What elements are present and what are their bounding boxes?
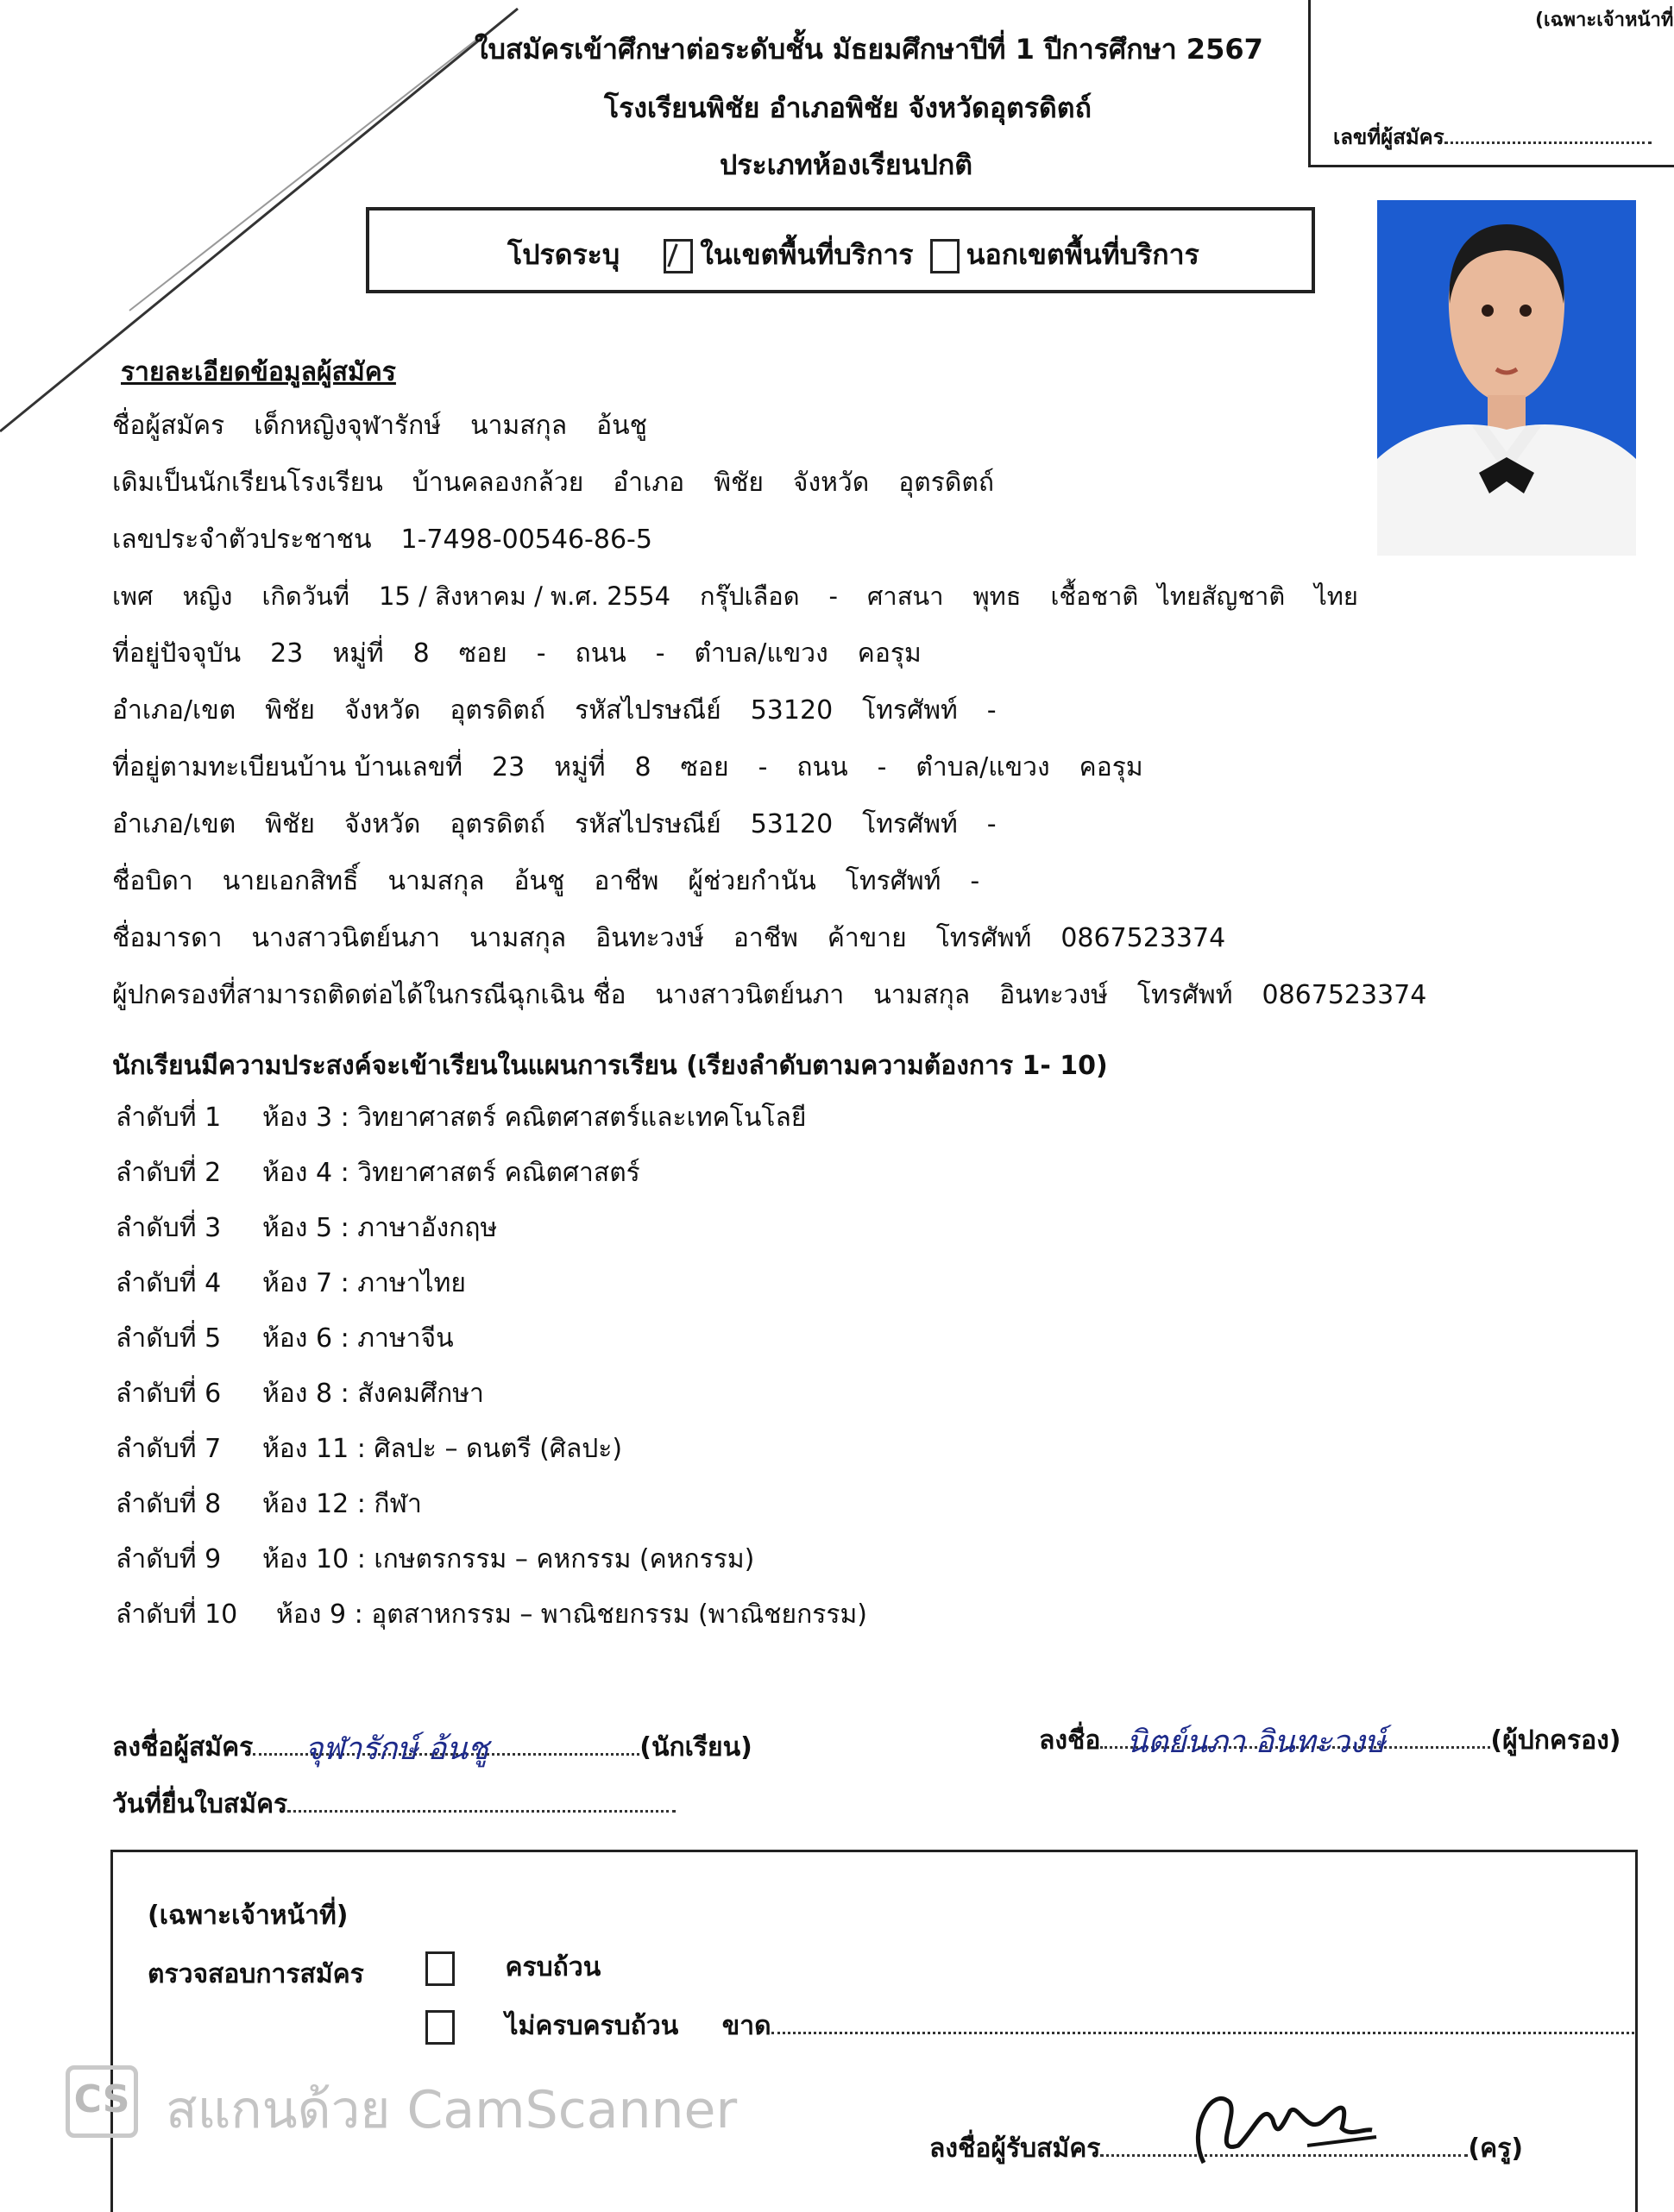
field-text: ไทย [1157,581,1201,611]
field-text: 0867523374 [1262,980,1427,1010]
applicant-no-field[interactable] [1333,120,1652,154]
zone-in-label: ในเขตพื้นที่บริการ [700,238,914,271]
field-text: - [828,581,838,611]
plan-room: ห้อง 12 : กีฬา [262,1489,422,1519]
plan-rank: ลำดับที่ 4 [116,1268,222,1298]
field-text: เชื้อชาติ [1050,581,1139,611]
field-text: 23 [492,752,525,782]
field-text: พิชัย [265,695,315,726]
plan-item [116,1208,526,1248]
office-title: (เฉพาะเจ้าหน้าที่) [148,1901,349,1931]
field-text: ชื่อบิดา [112,866,193,896]
applicant-signature-field[interactable] [112,1727,752,1768]
applicant-no-label: เลขที่ผู้สมัคร [1333,125,1444,149]
applicant-handwritten-signature: จุฬารักษ์ อ้นชู [305,1731,489,1767]
incomplete-option [418,2006,1634,2046]
citizen-id-row [112,519,682,560]
plan-title: นักเรียนมีความประสงค์จะเข้าเรียนในแผนการเรียน (เรียงลำดับตามความต้องการ 1- 10) [112,1051,1108,1081]
applicant-role: (นักเรียน) [639,1732,752,1763]
field-text: ชื่อผู้สมัคร [112,411,225,441]
field-text: เดิมเป็นนักเรียนโรงเรียน [112,468,383,498]
field-text: นายเอกสิทธิ์ [222,866,359,896]
plan-item [116,1153,670,1193]
plan-item [116,1263,495,1304]
incomplete-checkbox[interactable] [425,2010,455,2045]
applicant-portrait-image [1377,200,1636,556]
plan-room: ห้อง 11 : ศิลปะ – ดนตรี (ศิลปะ) [262,1434,623,1464]
plan-room: ห้อง 3 : วิทยาศาสตร์ คณิตศาสตร์และเทคโนโลยี [262,1103,807,1133]
plan-room: ห้อง 4 : วิทยาศาสตร์ คณิตศาสตร์ [262,1158,640,1188]
field-text: จังหวัด [792,468,870,498]
plan-rank: ลำดับที่ 9 [116,1544,222,1574]
field-text: ศาสนา [867,581,944,611]
field-text: ซอย [680,752,729,782]
receiver-role: (ครู) [1468,2133,1524,2164]
staff-corner-box [1308,0,1674,167]
field-text: นางสาวนิตย์นภา [251,923,441,953]
guardian-row [112,975,1456,1015]
submission-date-label: วันที่ยื่นใบสมัคร [112,1789,288,1819]
form-title-line1: ใบสมัครเข้าศึกษาต่อระดับชั้น มัธยมศึกษาปีที่ 1 ปีการศึกษา 2567 [475,33,1263,66]
plan-rank: ลำดับที่ 7 [116,1434,222,1464]
field-text: นามสกุล [873,980,971,1010]
zone-selection-box [366,207,1315,293]
zone-out-checkbox[interactable] [930,239,960,273]
plan-rank: ลำดับที่ 2 [116,1158,222,1188]
field-text: กรุ๊ปเลือด [700,581,800,611]
camscanner-watermark-text: สแกนด้วย CamScanner [166,2080,738,2140]
field-text: 53120 [750,809,834,839]
plan-item [116,1373,513,1414]
field-text: หมู่ที่ [332,638,384,669]
mother-row [112,918,1255,958]
field-text: นามสกุล [387,866,485,896]
field-text: เกิดวันที่ [261,581,349,611]
field-text: หมู่ที่ [554,752,606,782]
plan-room: ห้อง 7 : ภาษาไทย [262,1268,466,1298]
field-text: โทรศัพท์ [862,695,958,726]
plan-room: ห้อง 8 : สังคมศึกษา [262,1379,484,1409]
incomplete-label: ไม่ครบครบถ้วน [505,2011,679,2041]
field-text: ถนน [575,638,626,669]
zone-in-checkbox[interactable] [664,239,693,273]
plan-item [116,1539,784,1580]
plan-rank: ลำดับที่ 1 [116,1103,222,1133]
field-text: นามสกุล [470,411,568,441]
field-text: จังหวัด [343,695,421,726]
guardian-handwritten-signature: นิตย์นภา อินทะวงษ์ [1126,1725,1386,1760]
receiver-signature-field[interactable] [929,2128,1523,2169]
field-text: 1-7498-00546-86-5 [400,525,652,555]
field-text: หญิง [182,581,233,611]
field-text: 23 [270,638,304,669]
current-address-row [112,633,951,674]
field-text: พุทธ [972,581,1022,611]
plan-item [116,1097,835,1138]
field-text: ตำบล/แขวง [916,752,1050,782]
plan-room: ห้อง 9 : อุตสาหกรรม – พาณิชยกรรม (พาณิชยกรรม) [276,1599,867,1630]
guardian-role: (ผู้ปกครอง) [1490,1725,1621,1756]
plan-item [116,1429,651,1469]
field-text: - [986,809,997,839]
field-text: สัญชาติ [1200,581,1286,611]
plan-room: ห้อง 10 : เกษตรกรรม – คหกรรม (คหกรรม) [262,1544,755,1574]
field-text: อาชีพ [594,866,659,896]
field-text: รหัสไปรษณีย์ [575,809,721,839]
camscanner-logo: CS [66,2065,138,2138]
field-text: อินทะวงษ์ [595,923,704,953]
field-text: พิชัย [714,468,764,498]
plan-item [116,1318,483,1359]
field-text: ไทย [1314,581,1358,611]
field-text: เพศ [112,581,154,611]
missing-label: ขาด [721,2011,771,2041]
field-text: อำเภอ/เขต [112,809,236,839]
plan-item [116,1594,897,1635]
section-title: รายละเอียดข้อมูลผู้สมัคร [121,357,396,387]
previous-school-row [112,462,1023,503]
plan-rank: ลำดับที่ 6 [116,1379,222,1409]
field-text: ที่อยู่ปัจจุบัน [112,638,242,669]
field-text: อำเภอ/เขต [112,695,236,726]
plan-room: ห้อง 5 : ภาษาอังกฤษ [262,1213,498,1243]
field-text: เด็กหญิงจุฬารักษ์ [254,411,442,441]
guardian-signature-field[interactable] [1039,1720,1621,1761]
field-text: อุตรดิตถ์ [450,695,546,726]
registered-address-row [112,747,1173,788]
plan-room: ห้อง 6 : ภาษาจีน [262,1323,454,1354]
receiver-signature-label: ลงชื่อผู้รับสมัคร [929,2133,1101,2164]
field-text: อ้นชู [513,866,565,896]
field-text: เลขประจำตัวประชาชน [112,525,372,555]
field-text: นางสาวนิตย์นภา [655,980,845,1010]
zone-out-label: นอกเขตพื้นที่บริการ [966,238,1199,271]
check-application-label: ตรวจสอบการสมัคร [148,1959,364,1989]
field-text: โทรศัพท์ [1136,980,1233,1010]
field-text: - [655,638,665,669]
personal-info-row [112,576,1388,616]
staff-only-label: (เฉพาะเจ้าหน้าที่ [1535,9,1674,31]
field-text: - [877,752,887,782]
applicant-signature-label: ลงชื่อผู้สมัคร [112,1732,254,1763]
field-text: บ้านคลองกล้วย [412,468,584,498]
registered-address-district-row [112,804,1026,845]
plan-item [116,1484,451,1524]
field-text: อาชีพ [733,923,798,953]
field-text: - [986,695,997,726]
field-text: คอรุม [1079,752,1143,782]
field-text: 0867523374 [1060,923,1226,953]
missing-field[interactable] [771,2032,1634,2034]
applicant-name-row [112,405,677,446]
field-text: โทรศัพท์ [862,809,958,839]
field-text: พิชัย [265,809,315,839]
guardian-signature-label: ลงชื่อ [1039,1725,1101,1756]
receiver-handwritten-signature [1178,2077,1385,2171]
field-text: ค้าขาย [827,923,907,953]
field-text: รหัสไปรษณีย์ [575,695,721,726]
field-text: ผู้ช่วยกำนัน [688,866,816,896]
field-text: ผู้ปกครองที่สามารถติดต่อได้ในกรณีฉุกเฉิน ชื่อ [112,980,626,1010]
office-use-box [110,1850,1638,2212]
field-text: อุตรดิตถ์ [450,809,546,839]
field-text: 15 / สิงหาคม / พ.ศ. 2554 [378,581,671,611]
field-text: ถนน [796,752,848,782]
field-text: อินทะวงษ์ [999,980,1108,1010]
submission-date-field[interactable] [112,1784,676,1825]
field-text: คอรุม [857,638,922,669]
current-address-district-row [112,690,1026,731]
field-text: 8 [634,752,651,782]
field-text: - [758,752,768,782]
form-title-line3: ประเภทห้องเรียนปกติ [720,148,972,181]
plan-rank: ลำดับที่ 5 [116,1323,222,1354]
field-text: 8 [412,638,430,669]
field-text: - [536,638,546,669]
field-text: อำเภอ [613,468,685,498]
field-text: จังหวัด [343,809,421,839]
field-text: นามสกุล [469,923,567,953]
field-text: ตำบล/แขวง [694,638,828,669]
field-text: ชื่อมารดา [112,923,223,953]
form-title-line2: โรงเรียนพิชัย อำเภอพิชัย จังหวัดอุตรดิตถ์ [604,91,1092,124]
zone-label: โปรดระบุ [507,238,620,271]
field-text: 53120 [750,695,834,726]
complete-option [418,1947,601,1988]
field-text: อ้นชู [596,411,647,441]
complete-label: ครบถ้วน [505,1952,601,1983]
complete-checkbox[interactable] [425,1951,455,1986]
field-text: ซอย [458,638,507,669]
plan-rank: ลำดับที่ 3 [116,1213,222,1243]
plan-rank: ลำดับที่ 10 [116,1599,238,1630]
plan-rank: ลำดับที่ 8 [116,1489,222,1519]
field-text: - [970,866,980,896]
father-row [112,861,1009,902]
field-text: อุตรดิตถ์ [898,468,995,498]
zone-selection-row [507,233,1199,277]
applicant-photo [1377,200,1636,556]
field-text: ที่อยู่ตามทะเบียนบ้าน บ้านเลขที่ [112,752,463,782]
field-text: โทรศัพท์ [845,866,941,896]
field-text: โทรศัพท์ [935,923,1032,953]
